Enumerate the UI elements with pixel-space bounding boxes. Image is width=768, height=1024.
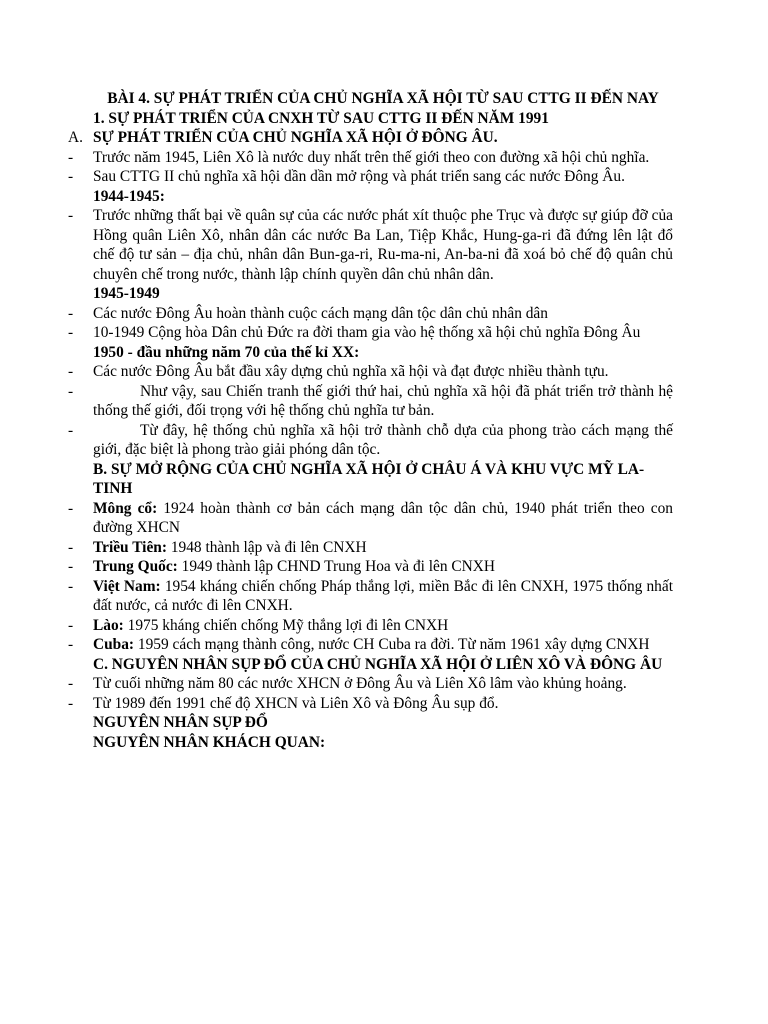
bullet-text: Trước những thất bại về quân sự của các nước phát xít thuộc phe Trục và được sự giúp đỡ của Hồng quân Liên Xô, nhân dân các nước Ba Lan, Tiệp Khắc, Hung-ga-ri đã đứng lên lật đổ chế độ tư sản – địa chủ, nhân dân Bun-ga-ri, Ru-ma-ni, An-ba-ni đã xoá bỏ chế độ quân chủ chuyên chế trong nước, thành lập chính quyền dân chủ nhân dân. [93, 207, 673, 283]
country-item [68, 499, 674, 538]
country-text: 1954 kháng chiến chống Pháp thắng lợi, miền Bắc đi lên CNXH, 1975 thống nhất đất nước, cả nước đi lên CNXH. [93, 577, 673, 614]
period-1944-1945-heading: 1944-1945: [93, 187, 165, 205]
country-text: 1948 thành lập và đi lên CNXH [166, 538, 367, 556]
section-1-heading: 1. SỰ PHÁT TRIỂN CỦA CNXH TỪ SAU CTTG II ĐẾN NĂM 1991 [93, 109, 549, 127]
bullet-item [68, 362, 673, 382]
bullet-text: Từ đây, hệ thống chủ nghĩa xã hội trở thành chỗ dựa của phong trào cách mạng thế giới, đặc biệt là phong trào giải phóng dân tộc. [93, 421, 673, 458]
section-c-heading: C. NGUYÊN NHÂN SỤP ĐỔ CỦA CHỦ NGHĨA XÃ HỘI Ở LIÊN XÔ VÀ ĐÔNG ÂU [93, 655, 663, 673]
bullet-dash: - [68, 694, 74, 712]
bullet-dash: - [68, 499, 74, 517]
bullet-text: Các nước Đông Âu bắt đầu xây dựng chủ nghĩa xã hội và đạt được nhiều thành tựu. [93, 363, 609, 380]
bullet-text: 10-1949 Cộng hòa Dân chủ Đức ra đời tham gia vào hệ thống xã hội chủ nghĩa Đông Âu [93, 324, 641, 341]
bullet-item [68, 674, 673, 694]
bullet-item [68, 167, 673, 187]
country-label: Cuba: [93, 636, 135, 653]
bullet-item [68, 148, 673, 168]
bullet-dash: - [68, 148, 74, 166]
section-b-heading: B. SỰ MỞ RỘNG CỦA CHỦ NGHĨA XÃ HỘI Ở CHÂU Á VÀ KHU VỰC MỸ LA-TINH [93, 460, 645, 497]
bullet-text: Như vậy, sau Chiến tranh thế giới thứ hai, chủ nghĩa xã hội đã phát triển trở thành hệ thống thế giới, đối trọng với hệ thống chủ nghĩa tư bản. [93, 382, 673, 419]
bullet-dash: - [68, 636, 74, 653]
bullet-text: Từ cuối những năm 80 các nước XHCN ở Đông Âu và Liên Xô lâm vào khủng hoảng. [93, 675, 627, 692]
country-item [68, 577, 673, 616]
bullet-dash: - [68, 324, 74, 341]
section-a-marker: A. [68, 129, 83, 146]
bullet-text: Các nước Đông Âu hoàn thành cuộc cách mạng dân tộc dân chủ nhân dân [93, 304, 548, 322]
bullet-item [68, 694, 673, 714]
period-1945-1949-heading: 1945-1949 [93, 285, 160, 302]
bullet-dash: - [68, 538, 74, 556]
country-text: 1959 cách mạng thành công, nước CH Cuba ra đời. Từ năm 1961 xây dựng CNXH [134, 636, 650, 653]
bullet-dash: - [68, 421, 74, 439]
country-label: Mông cổ: [93, 499, 158, 517]
bullet-dash: - [68, 304, 74, 322]
bullet-dash: - [68, 577, 74, 595]
bullet-text: Từ 1989 đến 1991 chế độ XHCN và Liên Xô và Đông Âu sụp đổ. [93, 694, 499, 712]
bullet-dash: - [68, 675, 74, 692]
bullet-item [68, 382, 673, 421]
bullet-item [68, 304, 673, 324]
section-a-title: SỰ PHÁT TRIỂN CỦA CHỦ NGHĨA XÃ HỘI Ở ĐÔNG ÂU. [93, 129, 498, 146]
bullet-dash: - [68, 207, 74, 224]
country-item [68, 635, 673, 655]
collapse-causes-heading: NGUYÊN NHÂN SỤP ĐỔ [93, 714, 268, 731]
bullet-text: Sau CTTG II chủ nghĩa xã hội dần dần mở rộng và phát triển sang các nước Đông Âu. [93, 168, 625, 185]
country-item [68, 557, 673, 577]
bullet-dash: - [68, 168, 74, 185]
country-label: Triều Tiên: [93, 538, 167, 556]
bullet-dash: - [68, 382, 74, 400]
objective-causes-heading: NGUYÊN NHÂN KHÁCH QUAN: [93, 733, 326, 751]
document-title: BÀI 4. SỰ PHÁT TRIỂN CỦA CHỦ NGHĨA XÃ HỘI TỪ SAU CTTG II ĐẾN NAY [107, 90, 659, 107]
bullet-dash: - [68, 558, 74, 575]
bullet-item [68, 421, 673, 460]
country-label: Việt Nam: [93, 577, 161, 595]
document-body [68, 89, 674, 752]
period-1950-1970-heading: 1950 - đầu những năm 70 của thế kỉ XX: [93, 343, 360, 361]
section-a-heading [68, 128, 673, 148]
bullet-item [68, 323, 673, 343]
bullet-text: Trước năm 1945, Liên Xô là nước duy nhất trên thế giới theo con đường xã hội chủ nghĩa. [93, 148, 650, 166]
country-text: 1924 hoàn thành cơ bản cách mạng dân tộc dân chủ, 1940 phát triển theo con đường XHCN [93, 499, 674, 536]
country-label: Trung Quốc: [93, 558, 178, 575]
bullet-dash: - [68, 363, 74, 380]
bullet-item [68, 206, 673, 284]
country-item [68, 616, 673, 636]
country-text: 1975 kháng chiến chống Mỹ thắng lợi đi lên CNXH [123, 616, 449, 634]
country-item [68, 538, 673, 558]
bullet-dash: - [68, 616, 74, 634]
country-text: 1949 thành lập CHND Trung Hoa và đi lên CNXH [177, 558, 496, 575]
country-label: Lào: [93, 616, 124, 634]
